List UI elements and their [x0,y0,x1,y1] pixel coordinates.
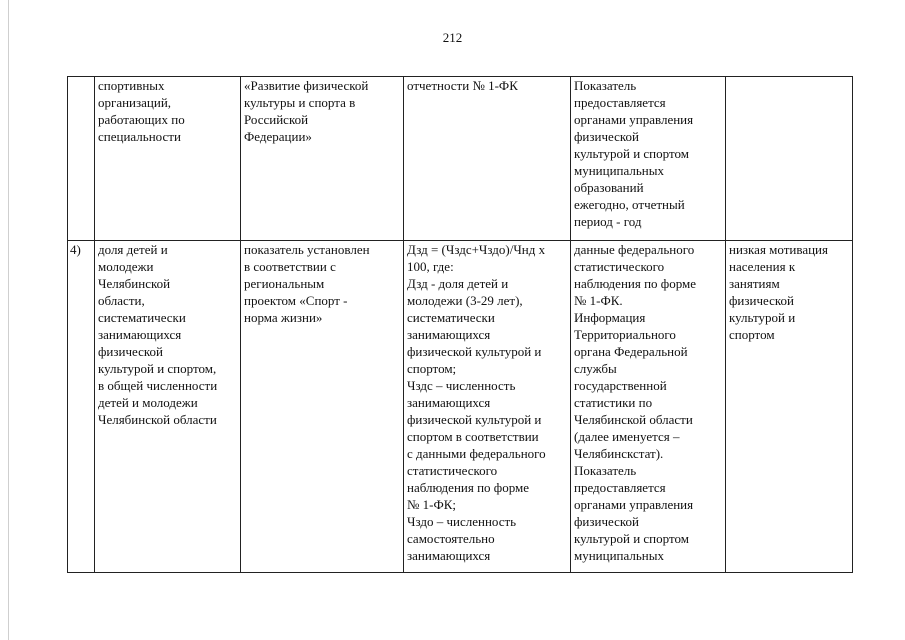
table-row [68,77,853,241]
indicator-name-cell: спортивных организаций, работающих по специальности [95,77,241,241]
risk-factors-cell [726,77,853,241]
basis-cell: «Развитие физической культуры и спорта в Российской Федерации» [241,77,404,241]
row-number-cell: 4) [68,241,95,573]
data-source-cell: Показатель предоставляется органами управления физической культурой и спортом муниципальных образований ежегодно, отчетный период - год [571,77,726,241]
page-edge-line [8,0,9,640]
calculation-method-cell: Дзд = (Чздс+Чздо)/Чнд х 100, где: Дзд - доля детей и молодежи (3-29 лет), систематически занимающихся физической культурой и спортом; Чздс – численность занимающихся физической культурой и спортом в соответствии с данными федерального статистического наблюдения по форме № 1-ФК; Чздо – численность самостоятельно занимающихся [404,241,571,573]
table-row [68,241,853,573]
page-number: 212 [442,30,463,45]
indicator-name-cell: доля детей и молодежи Челябинской области, систематически занимающихся физической культурой и спортом, в общей численности детей и молодежи Челябинской области [95,241,241,573]
calculation-method-cell: отчетности № 1-ФК [404,77,571,241]
basis-cell: показатель установлен в соответствии с региональным проектом «Спорт - норма жизни» [241,241,404,573]
indicator-table [67,76,853,573]
risk-factors-cell: низкая мотивация населения к занятиям физической культурой и спортом [726,241,853,573]
data-source-cell: данные федерального статистического наблюдения по форме № 1-ФК. Информация Территориального органа Федеральной службы государственной статистики по Челябинской области (далее именуется – Челябинскстат). Показатель предоставляется органами управления физической культурой и спортом муниципальных [571,241,726,573]
row-number-cell [68,77,95,241]
